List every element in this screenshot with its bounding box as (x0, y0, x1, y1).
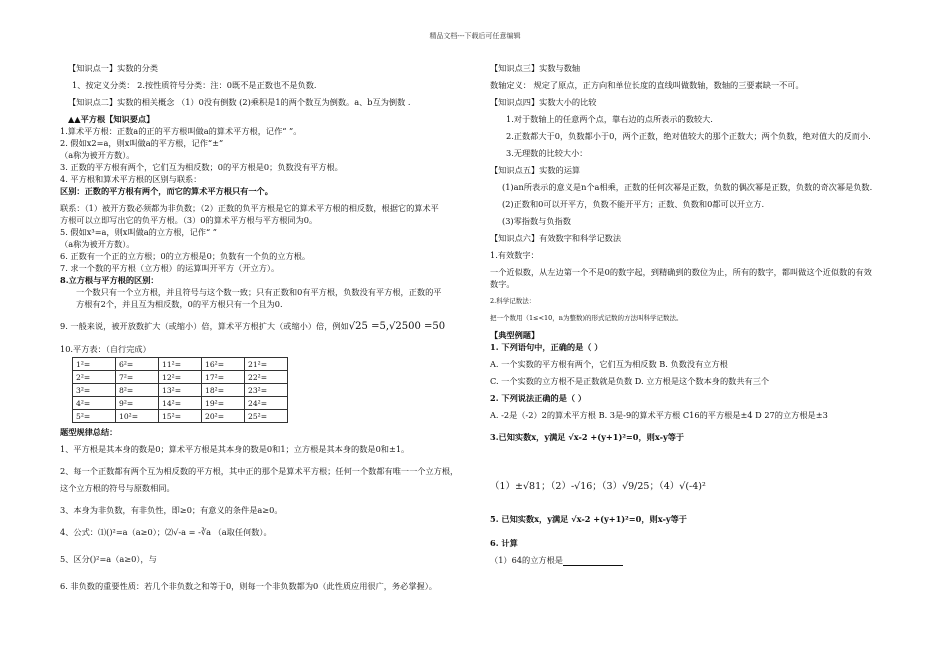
table-cell: 11²= (159, 358, 202, 371)
k6-d: 把一个数用（1≤<10，n为整数)的形式记数的方法叫科学记数法。 (490, 314, 683, 322)
table-cell: 13²= (159, 384, 202, 397)
k5-b: (2)正数和0可以开平方，负数不能开平方；正数、负数和0都可以开立方. (502, 199, 765, 209)
question-6-a: （1）64的立方根是 (490, 554, 900, 566)
rule-5: 5、区分()²=a（a≥0），与 (60, 554, 157, 564)
question-5: 5. 已知实数x，y满足 √x-2 +(y+1)²=0，则x-y等于 (490, 514, 687, 524)
question-4: （1）±√81；（2）-√16；（3）√9/25；（4）√(-4)² (490, 481, 706, 492)
k4-a: 1.对于数轴上的任意两个点，靠右边的点所表示的数较大. (506, 114, 713, 124)
point-8b: 方根有2个，并且互为相反数，0的平方根只有一个且为0. (76, 299, 283, 309)
right-column (490, 62, 900, 566)
table-cell: 6²= (116, 358, 159, 371)
table-cell: 9²= (116, 397, 159, 410)
point-9-expr: √25 =5,√2500 =50 (348, 321, 446, 332)
table-cell: 10²= (116, 410, 159, 423)
k5-c: (3)零指数与负指数 (502, 216, 571, 226)
point-5b: （a称为被开方数）。 (60, 239, 135, 249)
question-1: 1. 下列语句中，正确的是（ ） (490, 342, 603, 352)
question-1-b: C. 一个实数的立方根不是正数就是负数 D. 立方根是这个数本身的数共有三个 (490, 376, 770, 386)
k2-line: 【知识点二】实数的相关概念 （1）0没有倒数 (2)乘积是1的两个数互为倒数。a、b互为倒数 . (68, 97, 411, 107)
square-table (72, 357, 288, 423)
point-8: 8.立方根与平方根的区别： (60, 275, 159, 285)
point-2b: （a称为被开方数）。 (60, 150, 135, 160)
rule-1: 1、平方根是其本身的数是0；算术平方根是其本身的数是0和1；立方根是其本身的数是0和±1。 (60, 444, 410, 454)
table-cell: 23²= (245, 384, 288, 397)
question-6: 6. 计算 (490, 538, 518, 548)
examples-title: 【典型例题】 (490, 330, 540, 340)
k6-b1: 一个近似数，从左边第一个不是0的数字起，到精确到的数位为止，所有的数字，都叫做这个近似数的有效 (490, 267, 872, 277)
rule-2b: 这个立方根的符号与原数相同。 (60, 483, 175, 493)
rules-title: 题型规律总结： (60, 427, 118, 437)
table-row (73, 358, 288, 371)
table-cell: 24²= (245, 397, 288, 410)
k5-a: (1)an所表示的意义是n个a相乘，正数的任何次幂是正数，负数的偶次幂是正数，负数的奇次幂是负数. (502, 182, 873, 192)
k6-b2: 数字。 (490, 279, 515, 289)
point-2: 2. 假如x2=a，则x叫做a的平方根，记作“±” (60, 138, 224, 148)
point-8a: 一个数只有一个立方根，并且符号与这个数一致；只有正数和0有平方根，负数没有平方根，正数的平 (76, 287, 442, 297)
table-cell: 18²= (202, 384, 245, 397)
table-row (73, 410, 288, 423)
k4-c: 3.无理数的比较大小： (506, 148, 588, 158)
point-3: 3. 正数的平方根有两个，它们互为相反数；0的平方根是0；负数没有平方根。 (60, 162, 343, 172)
k6-a: 1.有效数字： (490, 250, 539, 260)
table-row (73, 397, 288, 410)
difference-line: 区别：正数的平方根有两个，而它的算术平方根只有一个。 (60, 186, 273, 196)
point-4: 4. 平方根和算术平方根的区别与联系： (60, 174, 202, 184)
point-5: 5. 假如x³=a，则x叫做a的立方根，记作“ ” (60, 227, 217, 237)
table-cell: 14²= (159, 397, 202, 410)
relation-line-2: 方根可以立即写出它的负平方根。（3）0的算术平方根与平方根同为0。 (60, 215, 318, 225)
page-header: 精品文档---下载后可任意编辑 (429, 32, 521, 40)
rule-6: 6. 非负数的重要性质：若几个非负数之和等于0，则每一个非负数都为0（此性质应用很广，务必掌握）。 (60, 581, 437, 591)
relation-line-1: 联系：（1）被开方数必须都为非负数；（2）正数的负平方根是它的算术平方根的相反数，根据它的算术平 (60, 203, 439, 213)
table-cell: 20²= (202, 410, 245, 423)
table-row (73, 384, 288, 397)
answer-blank[interactable] (563, 556, 623, 566)
point-10: 10.平方表：（自行完成） (60, 344, 151, 354)
k1-line: 1、按定义分类： 2.按性质符号分类：注：0既不是正数也不是负数. (72, 80, 317, 90)
k4-title: 【知识点四】实数大小的比较 (490, 97, 597, 107)
table-cell: 25²= (245, 410, 288, 423)
point-9: 9. 一般来说，被开放数扩大（或缩小）倍，算术平方根扩大（或缩小）倍，例如√25 =5,√2500 =50 (60, 321, 446, 332)
k3-title: 【知识点三】实数与数轴 (490, 63, 581, 73)
table-cell: 12²= (159, 371, 202, 384)
k1-title: 【知识点一】实数的分类 (68, 63, 159, 73)
rule-2a: 2、每一个正数都有两个互为相反数的平方根，其中正的那个是算术平方根；任何一个数都有唯一一个立方根， (60, 466, 459, 476)
point-1: 1.算术平方根：正数a的正的平方根叫做a的算术平方根，记作“ ”。 (60, 126, 302, 136)
question-3: 3.已知实数x，y满足 √x-2 +(y+1)²=0，则x-y等于 (490, 432, 685, 442)
table-cell: 5²= (73, 410, 116, 423)
k6-title: 【知识点六】有效数字和科学记数法 (490, 233, 622, 243)
question-2: 2. 下列说法正确的是（ ） (490, 393, 587, 403)
point-6: 6. 正数有一个正的立方根；0的立方根是0；负数有一个负的立方根。 (60, 251, 311, 261)
table-cell: 19²= (202, 397, 245, 410)
table-cell: 15²= (159, 410, 202, 423)
k6-c: 2.科学记数法： (490, 297, 536, 305)
table-cell: 8²= (116, 384, 159, 397)
rule-3: 3、本身为非负数，有非负性，即≥0；有意义的条件是a≥0。 (60, 505, 283, 515)
table-cell: 3²= (73, 384, 116, 397)
table-cell: 7²= (116, 371, 159, 384)
table-cell: 16²= (202, 358, 245, 371)
table-row (73, 371, 288, 384)
left-column (60, 62, 460, 592)
k5-title: 【知识点五】实数的运算 (490, 165, 581, 175)
k4-b: 2.正数都大于0，负数都小于0，两个正数，绝对值较大的那个正数大；两个负数，绝对值大的反而小. (506, 131, 871, 141)
k3-def: 数轴定义： 规定了原点，正方向和单位长度的直线叫做数轴，数轴的三要素缺一不可。 (490, 80, 804, 90)
table-cell: 4²= (73, 397, 116, 410)
question-1-a: A. 一个实数的平方根有两个，它们互为相反数 B. 负数没有立方根 (490, 359, 728, 369)
question-2-a: A. -2是（-2）2的算术平方根 B. 3是-9的算术平方根 C16的平方根是±4 D 27的立方根是±3 (490, 410, 828, 420)
table-cell: 22²= (245, 371, 288, 384)
square-root-title: ▲▲平方根【知识要点】 (68, 114, 155, 124)
rule-4: 4、公式：⑴()²=a（a≥0）；⑵√-a = -∛a （a取任何数）。 (60, 527, 272, 537)
table-cell: 2²= (73, 371, 116, 384)
point-7: 7. 求一个数的平方根（立方根）的运算叫开平方（开立方）。 (60, 263, 280, 273)
table-cell: 21²= (245, 358, 288, 371)
table-cell: 17²= (202, 371, 245, 384)
table-cell: 1²= (73, 358, 116, 371)
